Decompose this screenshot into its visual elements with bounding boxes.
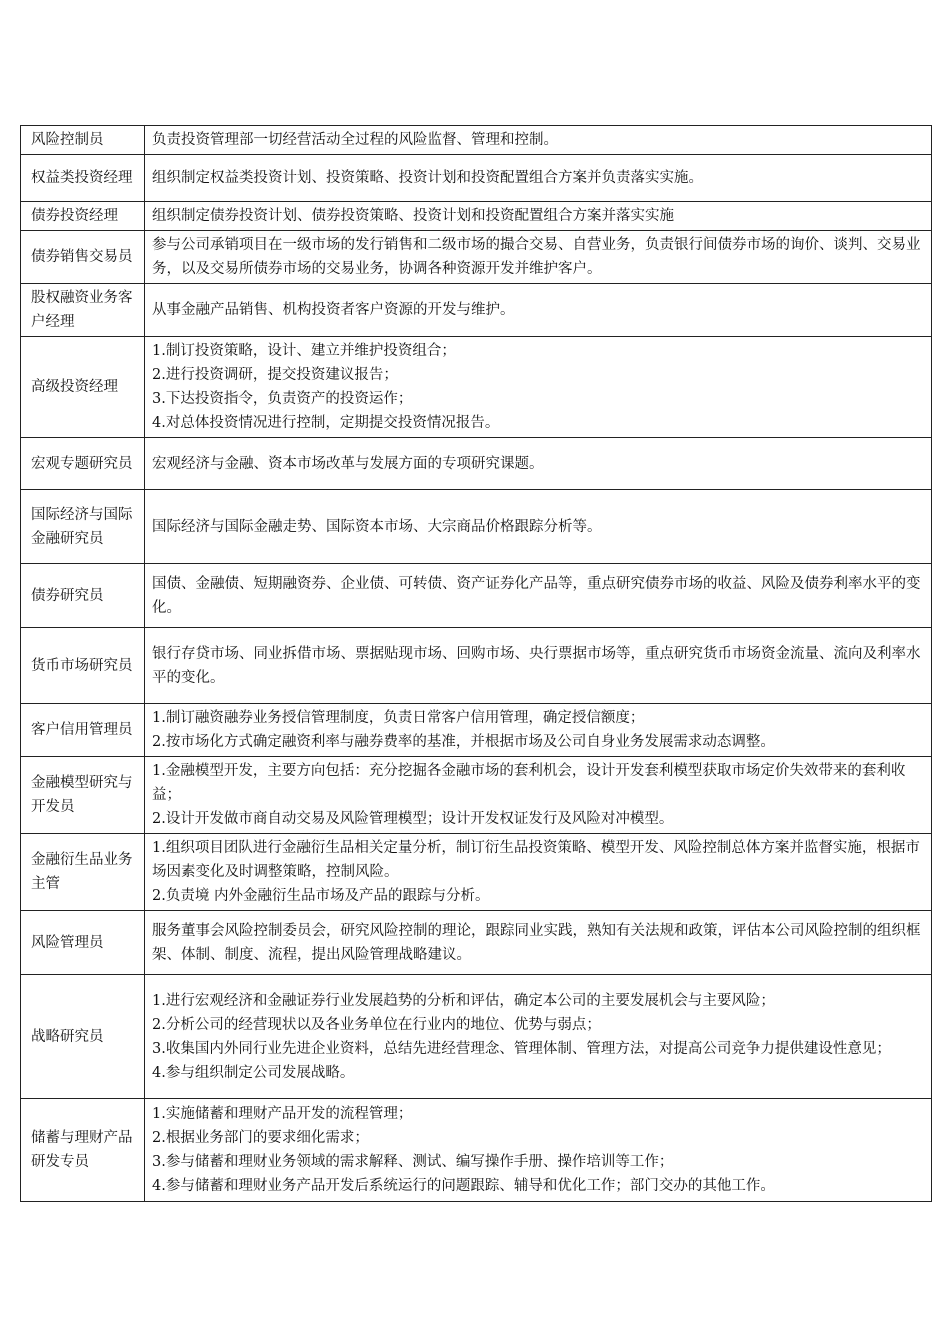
table-row [21,438,932,490]
description-line: 负责投资管理部一切经营活动全过程的风险监督、管理和控制。 [152,132,558,148]
position-title: 金融衍生品业务主管 [21,834,145,911]
table-row [21,490,932,564]
position-description [145,284,932,337]
description-line: 4.参与组织制定公司发展战略。 [152,1064,355,1081]
position-title: 金融模型研究与开发员 [21,757,145,834]
position-description [145,202,932,231]
description-line: 4.对总体投资情况进行控制，定期提交投资情况报告。 [152,415,500,431]
position-description [145,126,932,155]
position-title: 货币市场研究员 [21,628,145,704]
description-line: 2.根据业务部门的要求细化需求； [152,1130,369,1146]
position-description [145,975,932,1099]
description-line: 4.参与储蓄和理财业务产品开发后系统运行的问题跟踪、辅导和优化工作；部门交办的其他工作。 [152,1178,775,1194]
description-line: 1.进行宏观经济和金融证券行业发展趋势的分析和评估，确定本公司的主要发展机会与主要风险； [152,992,775,1009]
table-row [21,126,932,155]
position-title: 债券研究员 [21,564,145,628]
description-line: 1.制订融资融券业务授信管理制度，负责日常客户信用管理，确定授信额度； [152,710,645,726]
position-title: 高级投资经理 [21,337,145,438]
description-line: 3.参与储蓄和理财业务领域的需求解释、测试、编写操作手册、操作培训等工作； [152,1154,674,1170]
description-line: 国债、金融债、短期融资券、企业债、可转债、资产证券化产品等，重点研究债券市场的收益、风险及债券利率水平的变化。 [152,575,921,616]
table-row [21,337,932,438]
table-row [21,231,932,284]
table-row [21,834,932,911]
description-line: 2.进行投资调研，提交投资建议报告； [152,367,398,383]
position-title: 权益类投资经理 [21,155,145,202]
table-row [21,975,932,1099]
table-row [21,202,932,231]
position-description [145,911,932,975]
position-title: 债券投资经理 [21,202,145,231]
position-description [145,628,932,704]
description-line: 2.按市场化方式确定融资利率与融券费率的基准，并根据市场及公司自身业务发展需求动态调整。 [152,734,775,750]
table-row [21,704,932,757]
position-title: 储蓄与理财产品研发专员 [21,1099,145,1202]
description-line: 2.设计开发做市商自动交易及风险管理模型；设计开发权证发行及风险对冲模型。 [152,811,674,827]
position-description [145,438,932,490]
position-title: 宏观专题研究员 [21,438,145,490]
job-description-table [20,125,932,1202]
position-description [145,337,932,438]
position-title: 风险管理员 [21,911,145,975]
description-line: 1.实施储蓄和理财产品开发的流程管理； [152,1106,413,1122]
position-description [145,1099,932,1202]
description-line: 国际经济与国际金融走势、国际资本市场、大宗商品价格跟踪分析等。 [152,518,602,535]
description-line: 宏观经济与金融、资本市场改革与发展方面的专项研究课题。 [152,455,544,472]
position-description [145,757,932,834]
description-line: 服务董事会风险控制委员会，研究风险控制的理论，跟踪同业实践，熟知有关法规和政策，评估本公司风险控制的组织框架、体制、制度、流程，提出风险管理战略建议。 [152,922,921,963]
job-table-body [21,126,932,1202]
position-description [145,490,932,564]
position-title: 股权融资业务客户经理 [21,284,145,337]
description-line: 1.金融模型开发，主要方向包括：充分挖掘各金融市场的套利机会，设计开发套利模型获取市场定价失效带来的套利收益； [152,763,906,803]
position-title: 战略研究员 [21,975,145,1099]
description-line: 1.组织项目团队进行金融衍生品相关定量分析，制订衍生品投资策略、模型开发、风险控制总体方案并监督实施，根据市场因素变化及时调整策略，控制风险。 [152,840,920,880]
position-description [145,155,932,202]
table-row [21,757,932,834]
position-title: 风险控制员 [21,126,145,155]
description-line: 组织制定债券投资计划、债券投资策略、投资计划和投资配置组合方案并落实实施 [152,208,674,224]
document-page [20,125,932,1202]
position-description [145,231,932,284]
table-row [21,628,932,704]
position-description [145,564,932,628]
position-title: 客户信用管理员 [21,704,145,757]
description-line: 3.收集国内外同行业先进企业资料，总结先进经营理念、管理体制、管理方法，对提高公司竞争力提供建设性意见； [152,1040,891,1057]
position-description [145,834,932,911]
description-line: 从事金融产品销售、机构投资者客户资源的开发与维护。 [152,302,515,318]
position-title: 国际经济与国际金融研究员 [21,490,145,564]
table-row [21,155,932,202]
position-description [145,704,932,757]
table-row [21,564,932,628]
table-row [21,1099,932,1202]
description-line: 2.分析公司的经营现状以及各业务单位在行业内的地位、优势与弱点； [152,1016,601,1033]
table-row [21,911,932,975]
description-line: 组织制定权益类投资计划、投资策略、投资计划和投资配置组合方案并负责落实实施。 [152,170,703,186]
description-line: 3.下达投资指令，负责资产的投资运作； [152,391,413,407]
position-title: 债券销售交易员 [21,231,145,284]
table-row [21,284,932,337]
description-line: 参与公司承销项目在一级市场的发行销售和二级市场的撮合交易、自营业务，负责银行间债券市场的询价、谈判、交易业务，以及交易所债券市场的交易业务，协调各种资源开发并维护客户。 [152,237,921,277]
description-line: 1.制订投资策略，设计、建立并维护投资组合； [152,343,456,359]
description-line: 银行存贷市场、同业拆借市场、票据贴现市场、回购市场、央行票据市场等，重点研究货币市场资金流量、流向及利率水平的变化。 [152,645,921,686]
description-line: 2.负责境 内外金融衍生品市场及产品的跟踪与分析。 [152,888,490,904]
